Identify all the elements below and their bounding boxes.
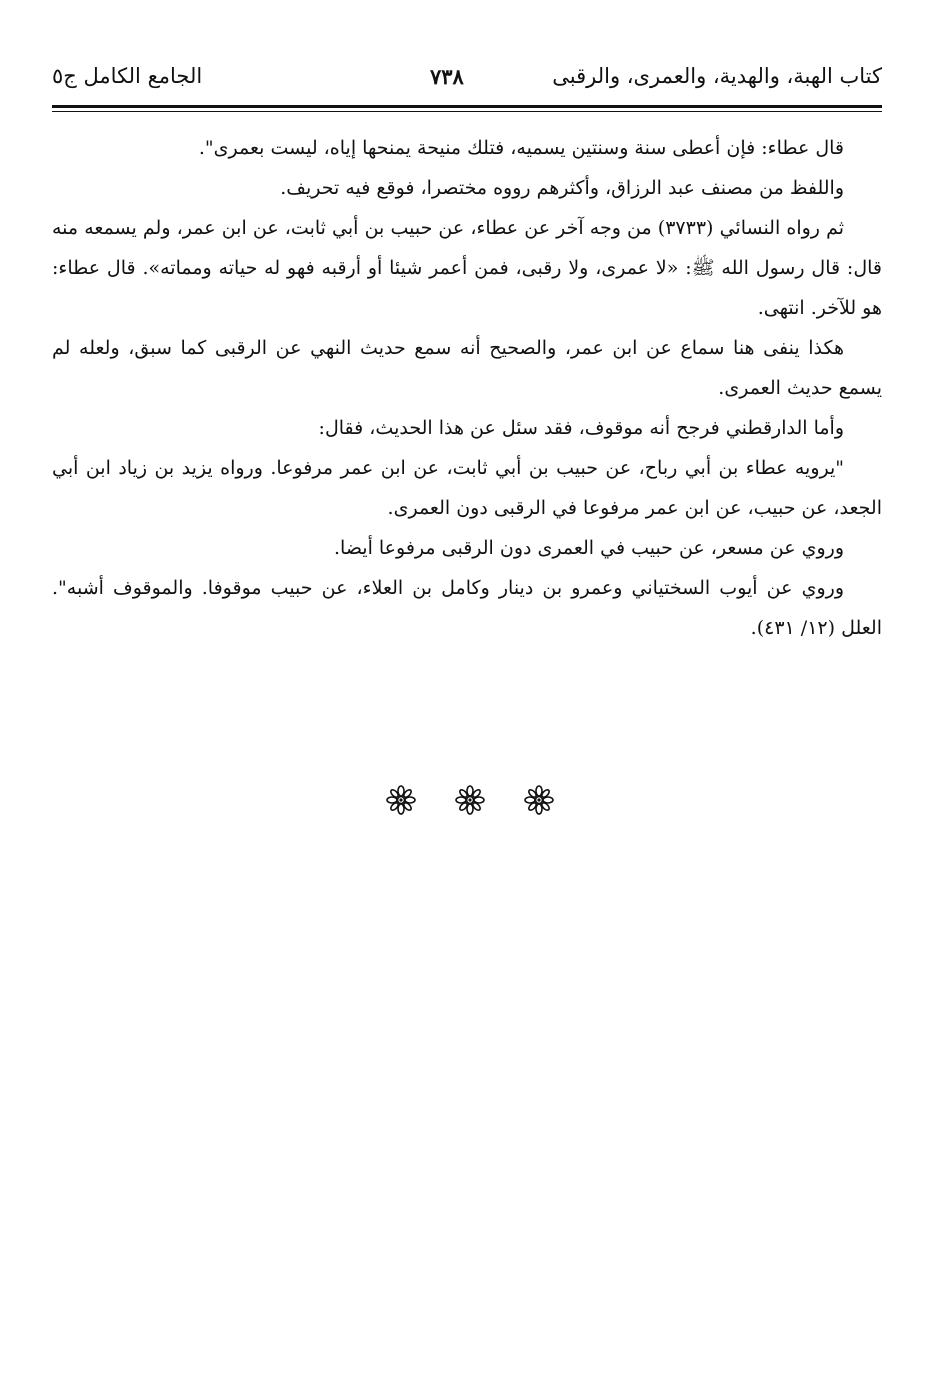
running-header [52,64,882,104]
body-text [52,128,882,648]
paragraph: وأما الدارقطني فرجح أنه موقوف، فقد سئل عن هذا الحديث، فقال: [318,417,844,439]
header-book-title: كتاب الهبة، والهدية، والعمرى، والرقبى [552,64,882,88]
header-rule-thin [52,111,882,112]
floral-ornament-icon [523,784,555,816]
section-end-ornaments [385,782,555,818]
paragraph: وروي عن أيوب السختياني وعمرو بن دينار وكامل بن العلاء، عن حبيب موقوفا. والموقوف أشبه". العلل (١٢/ ٤٣١). [52,577,882,639]
paragraph: واللفظ من مصنف عبد الرزاق، وأكثرهم رووه مختصرا، فوقع فيه تحريف. [280,177,844,199]
paragraph: "يرويه عطاء بن أبي رباح، عن حبيب بن أبي ثابت، عن ابن عمر مرفوعا. ورواه يزيد بن زياد ابن أبي الجعد، عن حبيب، عن ابن عمر مرفوعا في الرقبى دون العمرى. [52,457,882,519]
floral-ornament-icon [385,784,417,816]
paragraph: ثم رواه النسائي (٣٧٣٣) من وجه آخر عن عطاء، عن حبيب بن أبي ثابت، عن ابن عمر، ولم يسمعه منه قال: قال رسول الله ﷺ: «لا عمرى، ولا رقبى، فمن أعمر شيئا أو أرقبه فهو له حياته ومماته». قال عطاء: هو للآخر. انتهى. [52,217,882,319]
header-rule-thick [52,105,882,108]
paragraph: قال عطاء: فإن أعطى سنة وسنتين يسميه، فتلك منيحة يمنحها إياه، ليست بعمرى". [198,137,844,159]
header-volume-title: الجامع الكامل ج٥ [52,64,203,88]
floral-ornament-icon [454,784,486,816]
page-number: ٧٣٨ [430,64,464,89]
paragraph: هكذا ينفى هنا سماع عن ابن عمر، والصحيح أنه سمع حديث النهي عن الرقبى كما سبق، ولعله لم يسمع حديث العمرى. [52,337,882,399]
paragraph: وروي عن مسعر، عن حبيب في العمرى دون الرقبى مرفوعا أيضا. [333,537,844,559]
